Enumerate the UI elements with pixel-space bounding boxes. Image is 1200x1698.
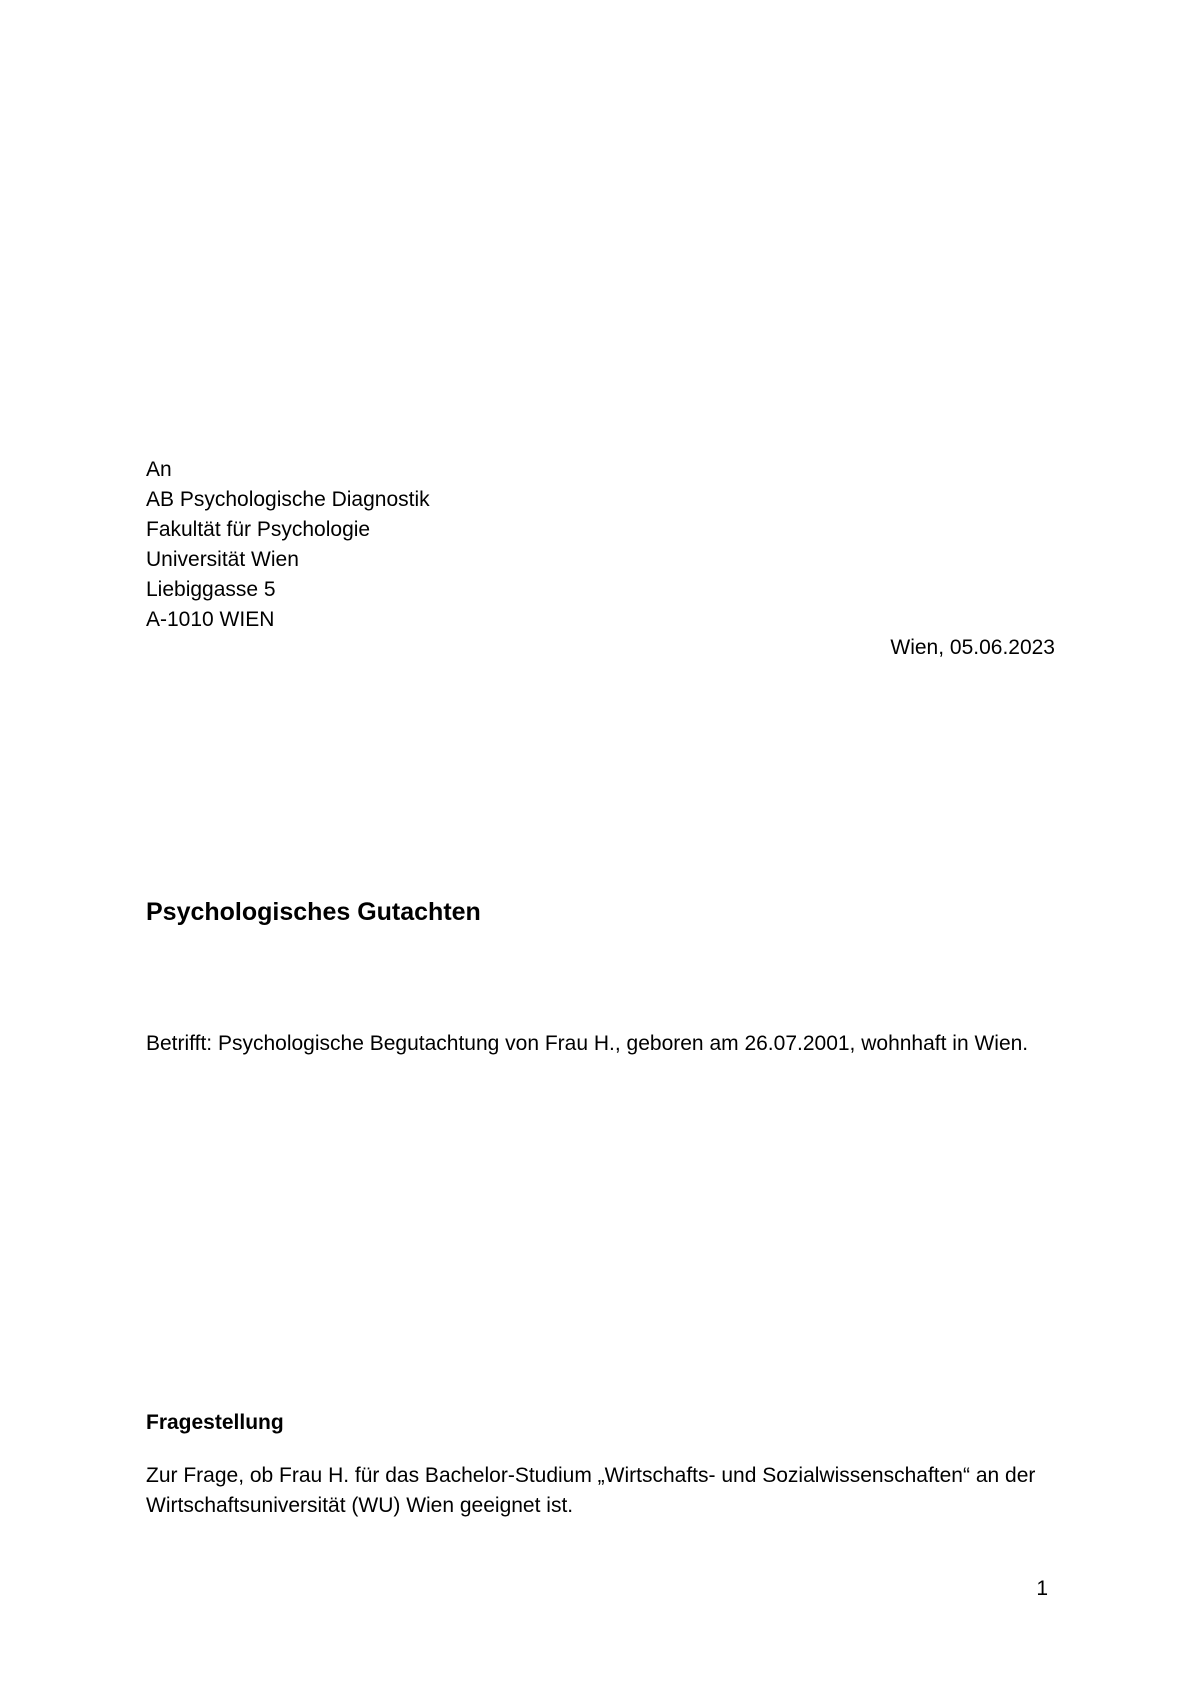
recipient-line: Fakultät für Psychologie	[146, 518, 371, 541]
document-title: Psychologisches Gutachten	[146, 898, 481, 926]
section-heading: Fragestellung	[146, 1411, 284, 1434]
letter-date: Wien, 05.06.2023	[890, 636, 1055, 659]
page-number: 1	[1036, 1577, 1048, 1600]
recipient-line: Liebiggasse 5	[146, 578, 276, 601]
question-text: Zur Frage, ob Frau H. für das Bachelor-Studium „Wirtschafts- und Sozialwissenschaften“ an der Wirtschaftsuniversität (WU) Wien geeignet ist.	[146, 1464, 1036, 1517]
recipient-address	[146, 455, 430, 635]
recipient-line: AB Psychologische Diagnostik	[146, 488, 430, 511]
recipient-line: A-1010 WIEN	[146, 608, 275, 631]
recipient-line: Universität Wien	[146, 548, 299, 571]
subject-line: Betrifft: Psychologische Begutachtung von Frau H., geboren am 26.07.2001, wohnhaft in Wien.	[146, 1032, 1029, 1055]
recipient-line: An	[146, 458, 172, 481]
